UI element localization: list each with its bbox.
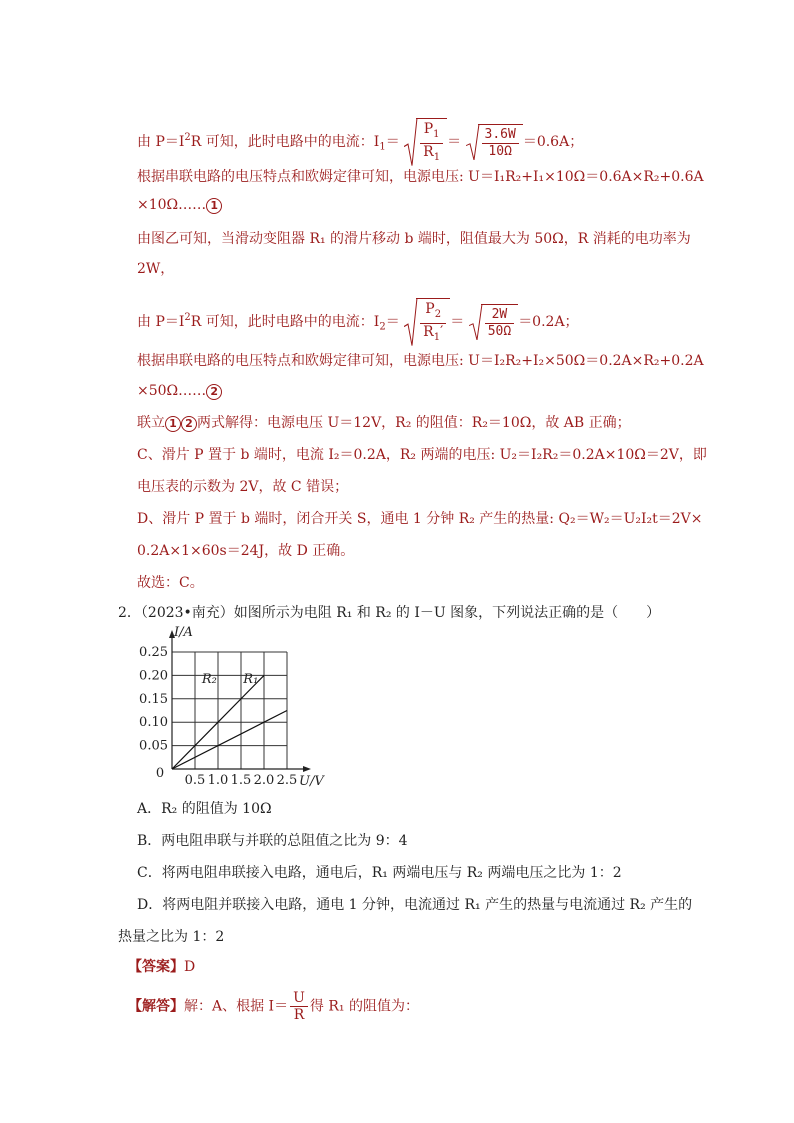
line-12: D、滑片 P 置于 b 端时，闭合开关 S，通电 1 分钟 R₂ 产生的热量: Q₂＝W₂＝U₂I₂t＝2V× [137,511,703,527]
subscript: 1 [433,151,441,163]
text: ×10Ω…… [137,197,207,213]
equals: ＝ [385,313,400,330]
line-7: 根据串联电路的电压特点和欧姆定律可知，电源电压: U＝I₂R₂+I₂×50Ω＝0.2A×R₂+0.2A [137,353,704,369]
text: ＝0.2A； [518,313,579,330]
text: ＝0.6A； [522,133,584,150]
circled-number: 2 [181,416,197,432]
subscript: 2 [379,321,386,333]
subscript: 1 [433,331,441,343]
circled-number: 1 [165,416,181,432]
line-6 [137,298,579,346]
line-9 [137,414,631,432]
x-axis-arrow [303,766,311,772]
iu-chart [130,624,340,790]
radical-sign [404,118,418,166]
line-2: 根据串联电路的电压特点和欧姆定律可知，电源电压: U＝I₁R₂+I₁×10Ω＝0.6A×R₂+0.6A [137,169,704,185]
text: R 可知，此时电路中的电流：I [190,133,380,150]
option-d-line-1: D．将两电阻并联接入电路，通电 1 分钟，电流通过 R₁ 产生的热量与电流通过 R₂ 产生的 [137,897,693,913]
sqrt-expression [404,298,450,346]
y-tick-label: 0.10 [139,715,168,731]
line-5: 2W， [137,261,175,277]
text: 两式解得：电源电压 U＝12V，R₂ 的阻值：R₂＝10Ω，故 AB 正确； [197,415,631,431]
sqrt-expression [469,304,518,340]
line-14: 故选：C。 [137,575,204,591]
x-tick-label: 1.5 [230,773,252,788]
line-11: 电压表的示数为 2V，故 C 错误； [137,479,349,495]
sqrt-expression [404,118,447,166]
fraction-denominator: 10Ω [488,143,512,159]
option-d-line-2: 热量之比为 1：2 [118,929,225,945]
radical-sign [469,304,483,340]
option-b: B．两电阻串联与并联的总阻值之比为 9：4 [137,833,408,849]
fraction-numerator: P [425,301,435,317]
line-4: 由图乙可知，当滑动变阻器 R₁ 的滑片移动 b 端时，阻值最大为 50Ω，R 消耗的电功率为 [137,231,691,247]
equals: ＝ [385,133,400,150]
series-line-2 [172,711,287,770]
x-tick-label: 2.0 [253,773,275,788]
option-a: A．R₂ 的阻值为 10Ω [137,801,272,817]
y-tick-label: 0.05 [139,738,168,754]
fraction-numerator: 3.6W [482,127,519,144]
series-label-1: R₂ [201,672,217,688]
answer-line [128,958,195,976]
equals: ＝ [447,133,462,150]
fraction-numerator: P [423,121,434,137]
x-tick-label: 1.0 [207,773,229,788]
prime: ′ [440,323,444,340]
question-stem: 2．（2023•南充）如图所示为电阻 R₁ 和 R₂ 的 I－U 图象，下列说法正确的是（ ） [118,605,661,621]
subscript: 2 [434,308,442,320]
fraction-denominator: R [423,323,434,340]
fraction-numerator: 2W [485,307,514,324]
answer-tag: 【答案】 [128,959,184,975]
line-13: 0.2A×1×60s＝24J，故 D 正确。 [137,543,355,559]
series-label-2: R₁ [243,672,259,688]
option-c: C．将两电阻串联接入电路，通电后，R₁ 两端电压与 R₂ 两端电压之比为 1：2 [137,865,622,881]
solution-line [128,990,419,1023]
exponent: 2 [184,312,191,324]
line-8 [137,382,222,400]
y-axis-label: I/A [174,625,193,640]
y-tick-label: 0.20 [139,668,168,684]
line-1 [137,118,583,166]
radical-sign [466,124,480,160]
sqrt-expression [466,124,523,160]
solution-tag: 【解答】 [128,998,184,1015]
text: 联立 [137,415,165,431]
text: 由 P＝I [137,133,185,150]
answer-value: D [184,959,196,975]
origin-label: 0 [155,766,165,781]
y-tick-label: 0.25 [139,645,168,660]
text: R 可知，此时电路中的电流：I [190,313,380,330]
text: ×50Ω…… [137,383,207,399]
fraction-denominator: R [423,143,434,160]
circled-number: 2 [206,384,222,400]
text: 得 R₁ 的阻值为： [309,998,419,1015]
subscript: 1 [433,128,440,140]
radical-sign [404,298,418,346]
exponent: 2 [184,132,191,144]
equals: ＝ [450,313,465,330]
x-tick-label: 0.5 [184,773,206,788]
fraction-denominator: R [293,1007,305,1023]
fraction-denominator: 50Ω [487,323,512,339]
text: 由 P＝I [137,313,185,330]
text: 解：A、根据 I＝ [184,998,289,1015]
circled-number: 1 [206,198,222,214]
line-10: C、滑片 P 置于 b 端时，电流 I₂＝0.2A，R₂ 两端的电压: U₂＝I₂R₂＝0.2A×10Ω＝2V，即 [137,447,707,463]
subscript: 1 [379,141,386,153]
x-tick-label: 2.5 [276,773,298,788]
y-tick-label: 0.15 [139,691,168,707]
line-3 [137,196,222,214]
x-axis-label: U/V [299,774,324,789]
fraction-numerator: U [290,990,308,1007]
